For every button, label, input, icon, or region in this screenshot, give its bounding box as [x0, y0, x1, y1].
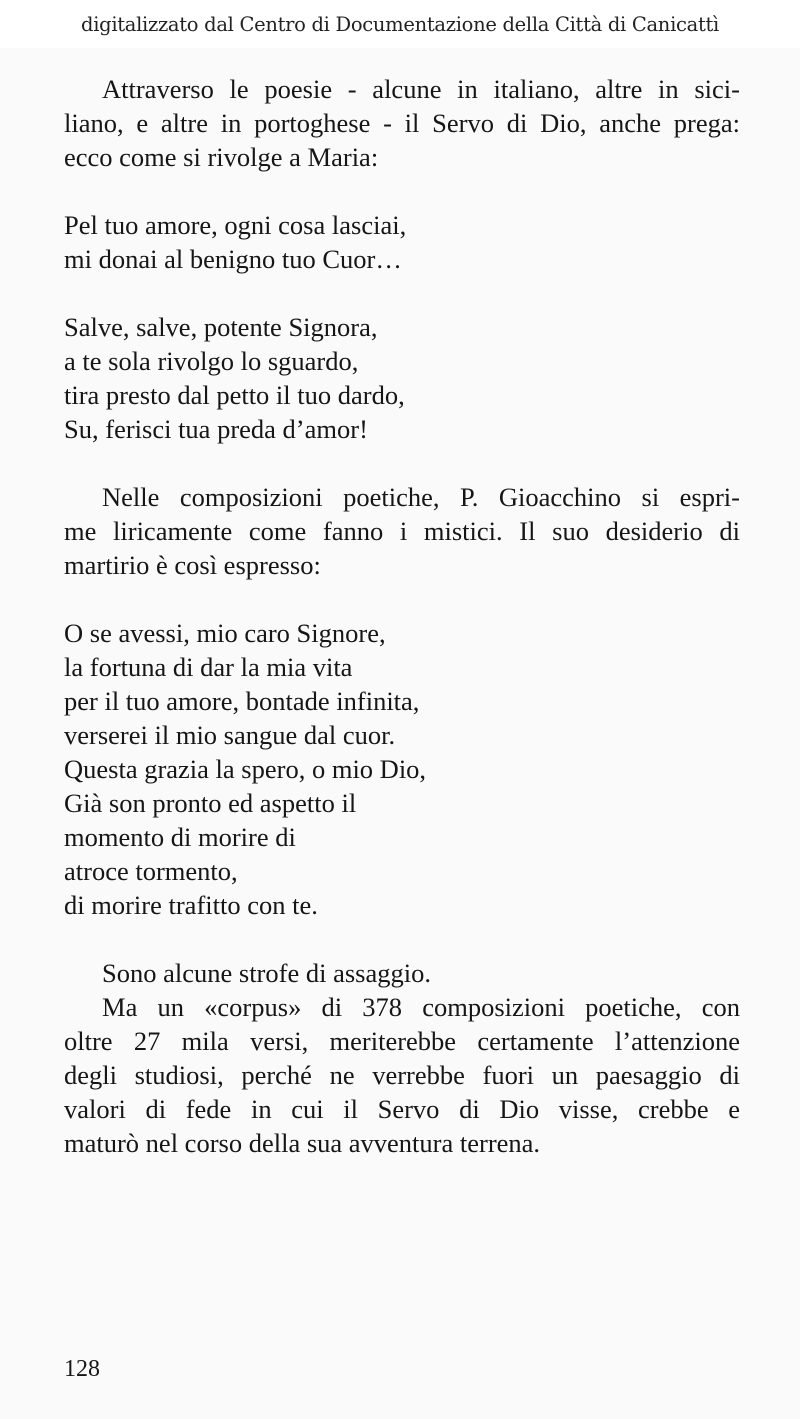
poem-stanza-2: [64, 310, 740, 446]
text-line: oltre 27 mila versi, meriterebbe certamente l’attenzione: [64, 1026, 740, 1056]
poem-line: Già son pronto ed aspetto il: [64, 788, 357, 818]
poem-line: Salve, salve, potente Signora,: [64, 312, 378, 342]
text-line: maturò nel corso della sua avventura terrena.: [64, 1128, 541, 1158]
text-line: ecco come si rivolge a Maria:: [64, 142, 379, 172]
text-line: liano, e altre in portoghese - il Servo di Dio, anche prega:: [64, 108, 740, 138]
poem-stanza-1: [64, 208, 740, 276]
poem-line: atroce tormento,: [64, 856, 238, 886]
poem-line: di morire trafitto con te.: [64, 890, 318, 920]
poem-line: Pel tuo amore, ogni cosa lasciai,: [64, 210, 407, 240]
poem-line: Questa grazia la spero, o mio Dio,: [64, 754, 427, 784]
poem-line: Su, ferisci tua preda d’amor!: [64, 414, 368, 444]
poem-line: tira presto dal petto il tuo dardo,: [64, 380, 405, 410]
text-line: Attraverso le poesie - alcune in italiano, altre in sici-: [102, 74, 740, 104]
text-line: Ma un «corpus» di 378 composizioni poetiche, con: [102, 992, 740, 1022]
digitization-banner: [0, 0, 800, 48]
poem-line: mi donai al benigno tuo Cuor…: [64, 244, 402, 274]
poem-line: la fortuna di dar la mia vita: [64, 652, 353, 682]
poem-line: verserei il mio sangue dal cuor.: [64, 720, 396, 750]
page-body: [64, 72, 740, 1160]
text-line: Nelle composizioni poetiche, P. Gioacchino si espri-: [102, 482, 740, 512]
poem-stanza-3: [64, 616, 740, 922]
paragraph-intro: [64, 72, 740, 174]
paragraph-corpus: [64, 990, 740, 1160]
poem-line: a te sola rivolgo lo sguardo,: [64, 346, 359, 376]
text-line: martirio è così espresso:: [64, 550, 321, 580]
page-number: 128: [64, 1356, 100, 1382]
poem-line: O se avessi, mio caro Signore,: [64, 618, 386, 648]
digitization-banner-text: digitalizzato dal Centro di Documentazione della Città di Canicattì: [81, 13, 719, 36]
text-line: degli studiosi, perché ne verrebbe fuori un paesaggio di: [64, 1060, 740, 1090]
poem-line: momento di morire di: [64, 822, 296, 852]
text-line: me liricamente come fanno i mistici. Il suo desiderio di: [64, 516, 740, 546]
paragraph-sample: [64, 956, 740, 990]
poem-line: per il tuo amore, bontade infinita,: [64, 686, 420, 716]
text-line: Sono alcune strofe di assaggio.: [102, 958, 431, 988]
text-line: valori di fede in cui il Servo di Dio visse, crebbe e: [64, 1094, 740, 1124]
paragraph-mystic: [64, 480, 740, 582]
